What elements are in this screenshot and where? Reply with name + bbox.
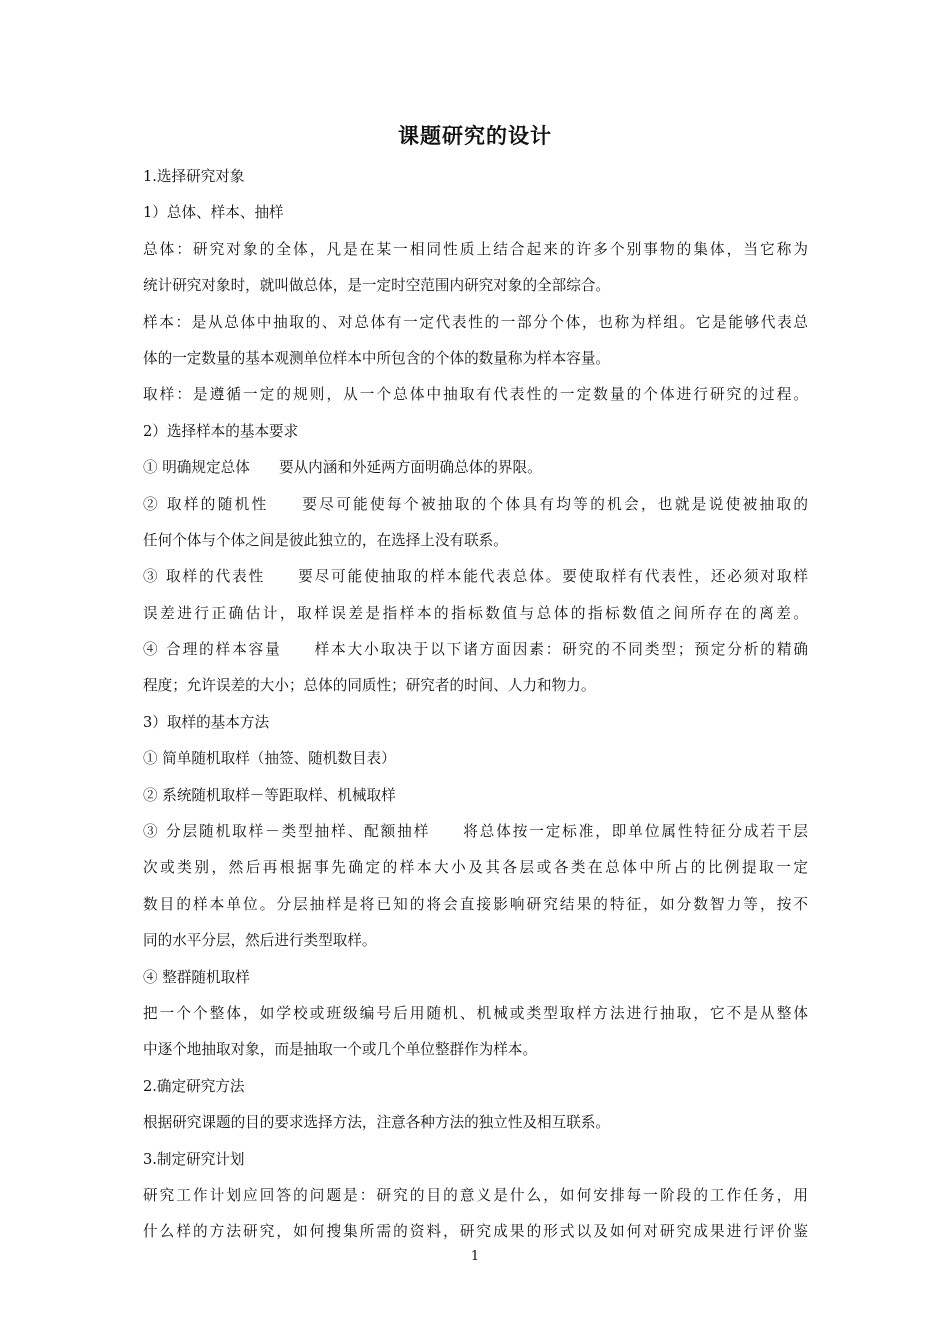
paragraph-line: 程度；允许误差的大小；总体的同质性；研究者的时间、人力和物力。 (143, 677, 596, 695)
subsection-heading: 3）取样的基本方法 (143, 713, 270, 731)
paragraph-line: 统计研究对象时，就叫做总体，是一定时空范围内研究对象的全部综合。 (143, 277, 611, 295)
paragraph-line: 研究工作计划应回答的问题是：研究的目的意义是什么，如何安排每一阶段的工作任务，用 (143, 1186, 808, 1204)
subsection-heading: 1）总体、样本、抽样 (143, 204, 284, 222)
paragraph-line: ② 取样的随机性 要尽可能使每个被抽取的个体具有均等的机会，也就是说使被抽取的 (143, 495, 808, 513)
section-heading: 2.确定研究方法 (143, 1077, 245, 1095)
paragraph-line: 体的一定数量的基本观测单位样本中所包含的个体的数量称为样本容量。 (143, 349, 611, 367)
paragraph-line: 把一个个整体，如学校或班级编号后用随机、机械或类型取样方法进行抽取，它不是从整体 (143, 1004, 808, 1022)
paragraph-line: ④ 整群随机取样 (143, 968, 250, 986)
paragraph-line: 误差进行正确估计，取样误差是指样本的指标数值与总体的指标数值之间所存在的离差。 (143, 604, 808, 622)
paragraph-line: 什么样的方法研究，如何搜集所需的资料，研究成果的形式以及如何对研究成果进行评价鉴 (143, 1223, 808, 1241)
paragraph-line: 中逐个地抽取对象，而是抽取一个或几个单位整群作为样本。 (143, 1041, 538, 1059)
paragraph-line: 总体：研究对象的全体，凡是在某一相同性质上结合起来的许多个别事物的集体，当它称为 (143, 240, 808, 258)
page-number: 1 (470, 1249, 480, 1264)
paragraph-line: ① 简单随机取样（抽签、随机数目表） (143, 750, 396, 768)
paragraph-line: ④ 合理的样本容量 样本大小取决于以下诸方面因素：研究的不同类型；预定分析的精确 (143, 641, 808, 659)
paragraph-line: ③ 取样的代表性 要尽可能使抽取的样本能代表总体。要使取样有代表性，还必须对取样 (143, 568, 808, 586)
subsection-heading: 2）选择样本的基本要求 (143, 422, 299, 440)
paragraph-line: 次或类别，然后再根据事先确定的样本大小及其各层或各类在总体中所占的比例提取一定 (143, 859, 808, 877)
paragraph-line: ① 明确规定总体 要从内涵和外延两方面明确总体的界限。 (143, 459, 542, 477)
section-heading: 1.选择研究对象 (143, 168, 245, 185)
paragraph-line: 任何个体与个体之间是彼此独立的，在选择上没有联系。 (143, 531, 508, 549)
paragraph-line: 同的水平分层，然后进行类型取样。 (143, 932, 377, 950)
paragraph-line: 数目的样本单位。分层抽样是将已知的将会直接影响研究结果的特征，如分数智力等，按不 (143, 895, 808, 913)
paragraph-line: 样本：是从总体中抽取的、对总体有一定代表性的一部分个体，也称为样组。它是能够代表总 (143, 313, 808, 331)
paragraph-line: 根据研究课题的目的要求选择方法，注意各种方法的独立性及相互联系。 (143, 1114, 611, 1132)
section-heading: 3.制定研究计划 (143, 1150, 245, 1168)
paragraph-line: ② 系统随机取样－等距取样、机械取样 (143, 786, 396, 804)
paragraph-line: 取样：是遵循一定的规则，从一个总体中抽取有代表性的一定数量的个体进行研究的过程。 (143, 386, 808, 404)
document-title: 课题研究的设计 (398, 123, 552, 148)
paragraph-line: ③ 分层随机取样－类型抽样、配额抽样 将总体按一定标准，即单位属性特征分成若干层 (143, 823, 808, 841)
document-body (143, 159, 808, 1251)
